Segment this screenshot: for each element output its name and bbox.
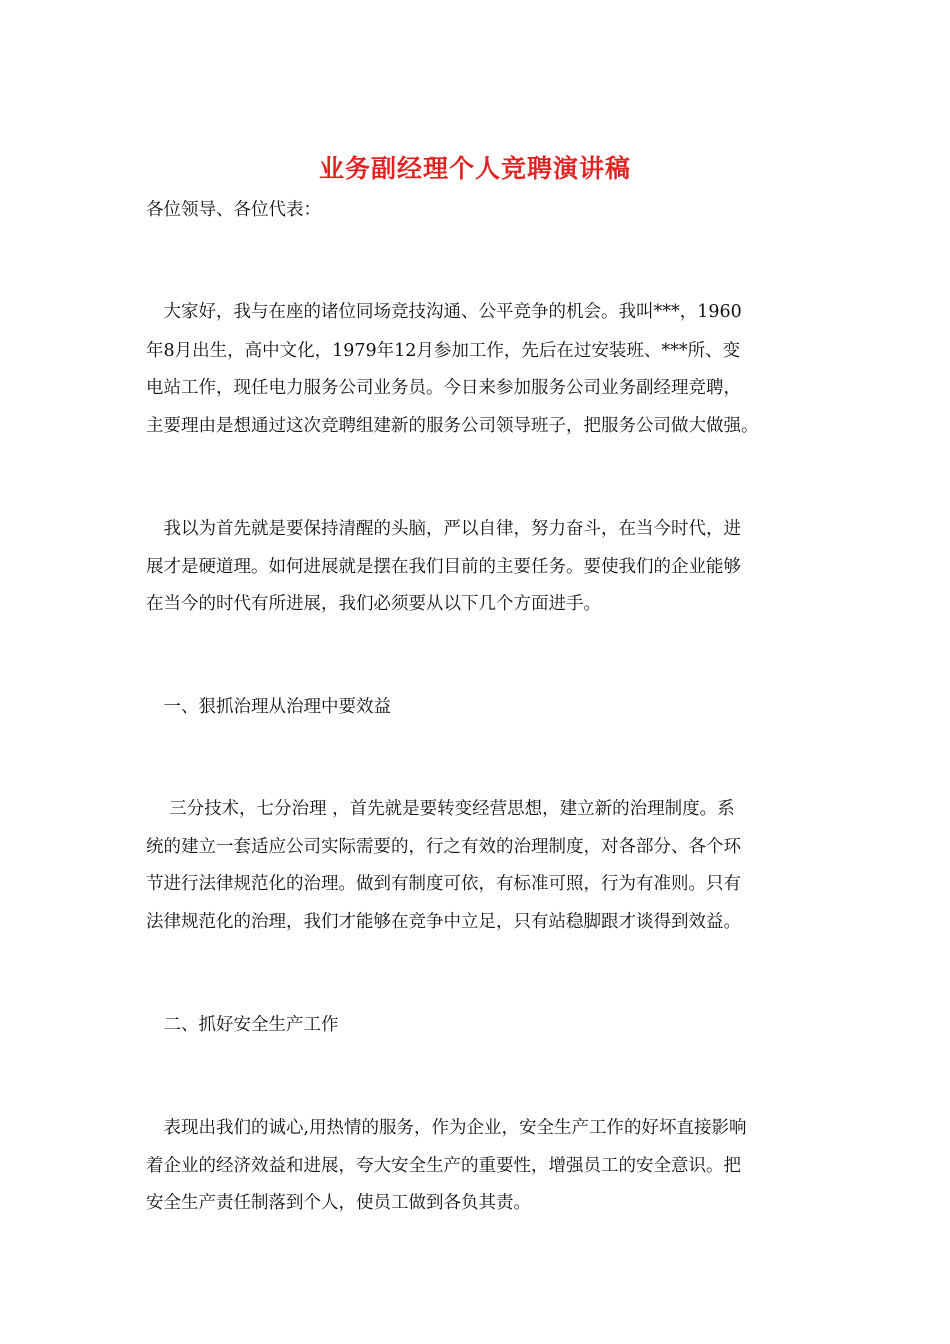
paragraph-line: 统的建立一套适应公司实际需要的，行之有效的治理制度，对各部分、各个环: [146, 837, 741, 857]
paragraph-line: 法律规范化的治理，我们才能够在竞争中立足，只有站稳脚跟才谈得到效益。: [146, 912, 741, 932]
paragraph-line: 表现出我们的诚心,用热情的服务，作为企业，安全生产工作的好坏直接影响: [146, 1118, 747, 1138]
paragraph-line: 电站工作，现任电力服务公司业务员。今日来参加服务公司业务副经理竞聘，: [146, 378, 741, 398]
paragraph-line: 年8月出生，高中文化，1979年12月参加工作，先后在过安装班、***所、变: [146, 341, 741, 361]
paragraph-line: 节进行法律规范化的治理。做到有制度可依，有标准可照，行为有准则。只有: [146, 874, 741, 894]
paragraph-line: 安全生产责任制落到个人，使员工做到各负其责。: [146, 1193, 531, 1213]
paragraph-line: 在当今的时代有所进展，我们必须要从以下几个方面进手。: [146, 594, 601, 614]
document-title: 业务副经理个人竞聘演讲稿: [318, 154, 631, 183]
paragraph-line: 我以为首先就是要保持清醒的头脑，严以自律，努力奋斗，在当今时代，进: [146, 519, 741, 539]
paragraph-line: 着企业的经济效益和进展，夸大安全生产的重要性，增强员工的安全意识。把: [146, 1156, 741, 1176]
paragraph-line: 大家好，我与在座的诸位同场竞技沟通、公平竞争的机会。我叫***，1960: [146, 302, 742, 322]
salutation: 各位领导、各位代表：: [146, 200, 321, 220]
section-heading: 一、狠抓治理从治理中要效益: [146, 697, 391, 717]
paragraph-line: 展才是硬道理。如何进展就是摆在我们目前的主要任务。要使我们的企业能够: [146, 557, 741, 577]
paragraph-line: 三分技术，七分治理 ，首先就是要转变经营思想，建立新的治理制度。系: [146, 799, 735, 819]
section-heading: 二、抓好安全生产工作: [146, 1015, 339, 1035]
paragraph-line: 主要理由是想通过这次竞聘组建新的服务公司领导班子，把服务公司做大做强。: [146, 416, 759, 436]
